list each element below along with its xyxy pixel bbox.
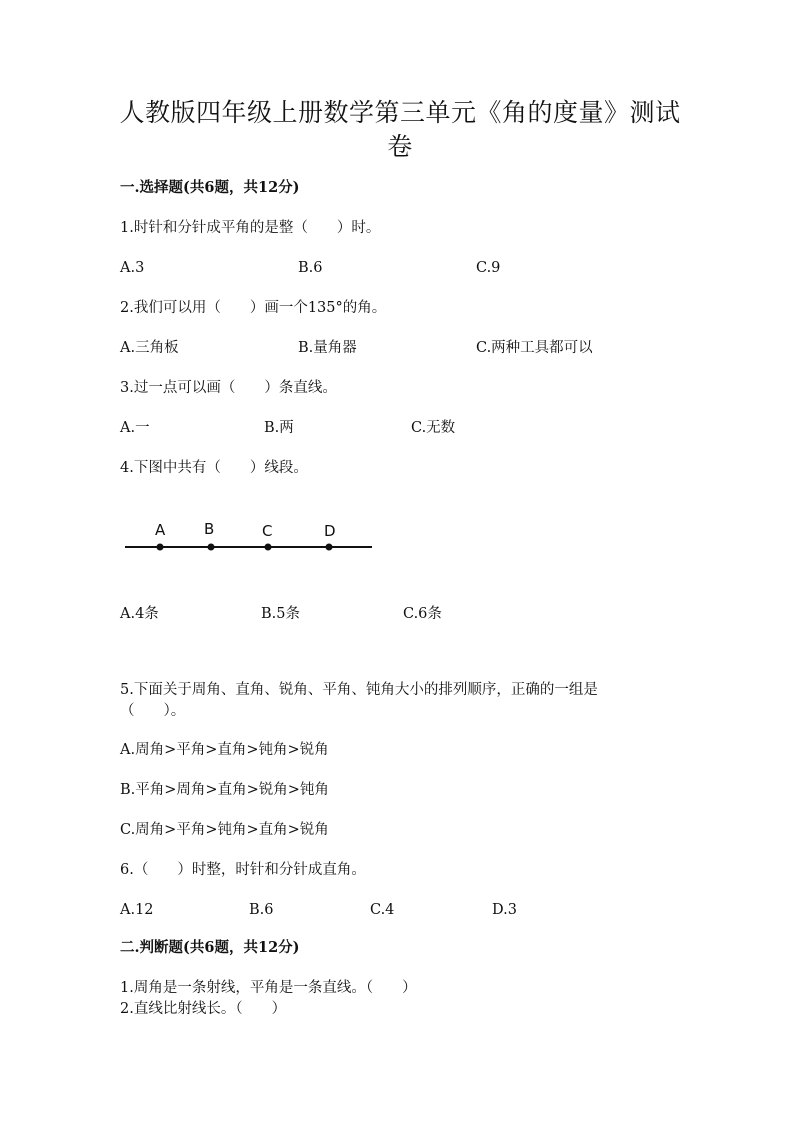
point-label-a: A (155, 521, 166, 539)
page-title (100, 96, 700, 164)
title-line-1: 人教版四年级上册数学第三单元《角的度量》测试 (119, 98, 681, 127)
point-label-c: C (262, 522, 273, 540)
section-heading-judge: 二.判断题(共6题，共12分) (120, 939, 300, 956)
question-2-text: 2.我们可以用（ ）画一个135°的角。 (120, 300, 387, 316)
q6-option-d[interactable]: D.3 (492, 902, 517, 918)
question-1-text: 1.时针和分针成平角的是整（ ）时。 (120, 220, 381, 236)
line-segment-figure (120, 515, 380, 560)
judge-question-2-text: 2.直线比射线长。（ ） (120, 1001, 287, 1017)
question-5-text-line-2: （ ）。 (120, 703, 186, 719)
q5-option-b[interactable]: B.平角>周角>直角>锐角>钝角 (120, 782, 329, 798)
q6-option-c[interactable]: C.4 (370, 902, 395, 918)
q3-option-a[interactable]: A.一 (120, 420, 150, 436)
q6-option-b[interactable]: B.6 (249, 902, 274, 918)
q2-option-b[interactable]: B.量角器 (298, 340, 357, 356)
section-heading-choice: 一.选择题(共6题，共12分) (120, 179, 300, 196)
point-label-b: B (204, 520, 215, 538)
q5-option-c[interactable]: C.周角>平角>钝角>直角>锐角 (120, 822, 329, 838)
q2-option-c[interactable]: C.两种工具都可以 (476, 340, 593, 356)
title-line-2: 卷 (387, 132, 413, 161)
q1-option-c[interactable]: C.9 (476, 260, 501, 276)
q3-option-b[interactable]: B.两 (264, 420, 294, 436)
q1-option-a[interactable]: A.3 (120, 260, 145, 276)
question-6-text: 6.（ ）时整，时针和分针成直角。 (120, 862, 366, 878)
q4-option-c[interactable]: C.6条 (403, 606, 442, 622)
q6-option-a[interactable]: A.12 (120, 902, 154, 918)
judge-question-1-text: 1.周角是一条射线，平角是一条直线。（ ） (120, 980, 417, 996)
point-label-d: D (324, 522, 336, 540)
q2-option-a[interactable]: A.三角板 (120, 340, 179, 356)
point-c (265, 544, 272, 551)
q4-option-a[interactable]: A.4条 (120, 606, 159, 622)
q1-option-b[interactable]: B.6 (298, 260, 323, 276)
point-d (326, 544, 333, 551)
question-5-text-line-1: 5.下面关于周角、直角、锐角、平角、钝角大小的排列顺序，正确的一组是 (120, 682, 598, 698)
q4-option-b[interactable]: B.5条 (261, 606, 300, 622)
q5-option-a[interactable]: A.周角>平角>直角>钝角>锐角 (120, 742, 329, 758)
point-b (208, 544, 215, 551)
q3-option-c[interactable]: C.无数 (411, 420, 456, 436)
point-a (157, 544, 164, 551)
question-3-text: 3.过一点可以画（ ）条直线。 (120, 380, 337, 396)
question-4-text: 4.下图中共有（ ）线段。 (120, 460, 308, 476)
